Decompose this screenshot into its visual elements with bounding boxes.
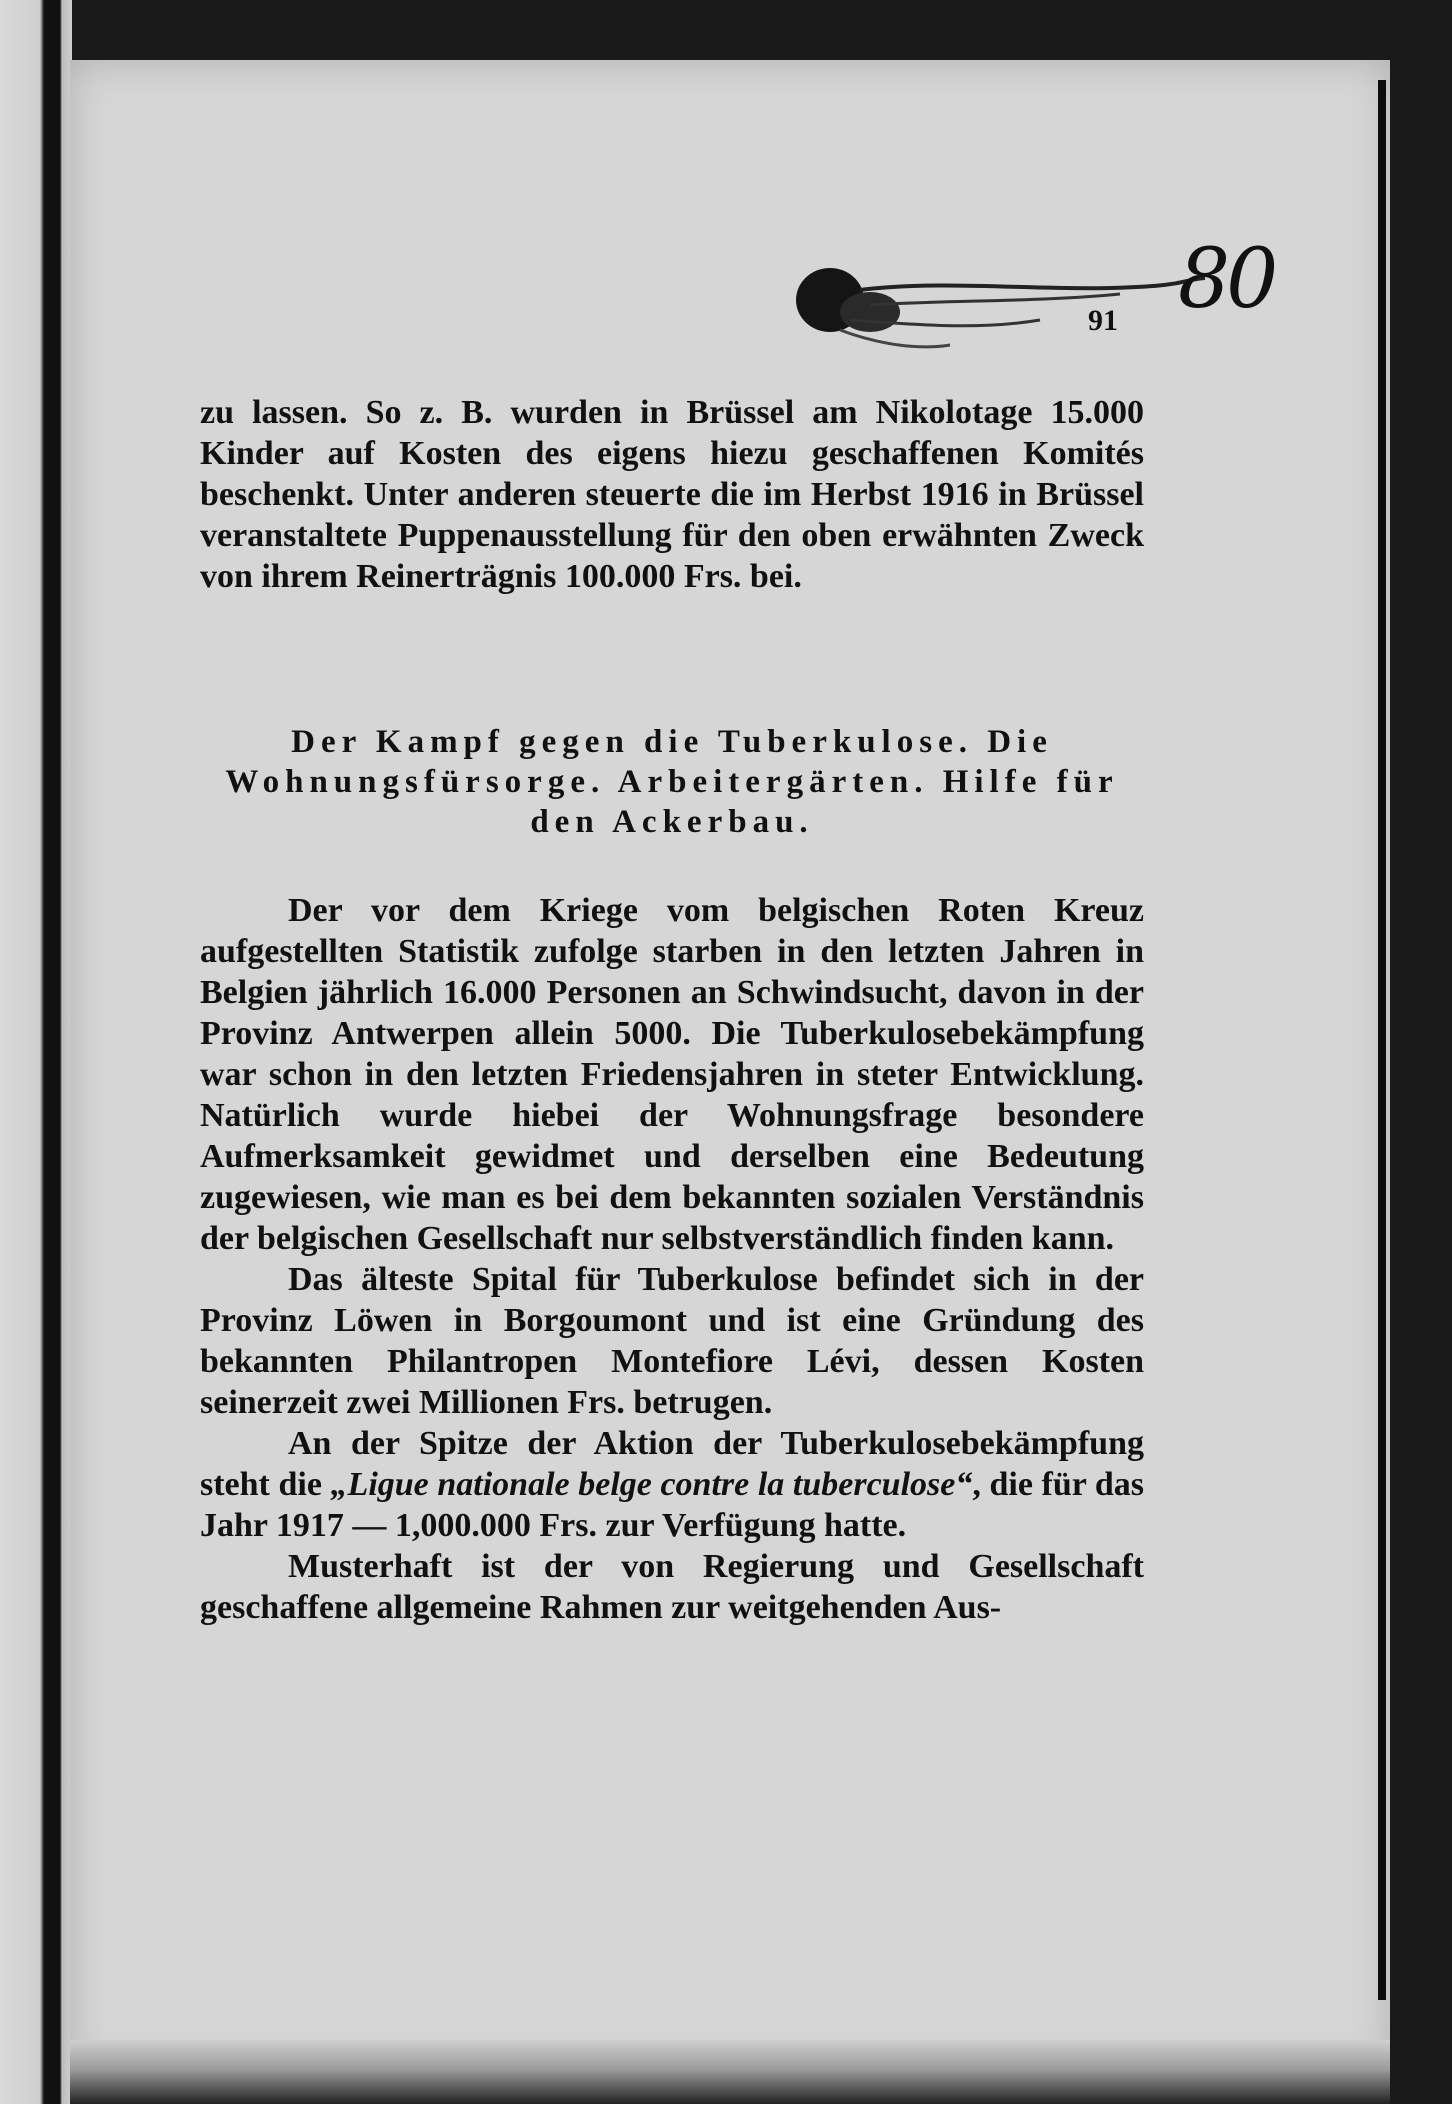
section-heading-line-3: den Ackerbau. [530,804,814,840]
page-bottom-edge [70,2040,1390,2104]
league-name-italic: „Ligue nationale belge contre la tuberculose“ [330,1466,973,1503]
body-paragraph-3-end: , die für das Jahr 1917 — 1,000.000 Frs. zur Verfügung hatte. [200,1466,1144,1544]
body-paragraph-3-start: An der Spitze der Aktion der Tuberkulosebekämpfung steht die [200,1425,1144,1503]
body-paragraph-3 [200,1423,1144,1546]
book-spine-edge [0,0,72,2104]
body-paragraph-2: Das älteste Spital für Tuberkulose befindet sich in der Provinz Löwen in Borgoumont und ist eine Gründung des bekannten Philantropen Montefiore Lévi, dessen Kosten seinerzeit zwei Millionen Frs. betrugen. [200,1261,1144,1421]
intro-paragraph-block [200,392,1144,597]
intro-paragraph: zu lassen. So z. B. wurden in Brüssel am Nikolotage 15.000 Kinder auf Kosten des eigens hiezu geschaffenen Komités beschenkt. Unter anderen steuerte die im Herbst 1916 in Brüssel veranstaltete Puppenausstellung für den oben erwähnten Zweck von ihrem Reinerträgnis 100.000 Frs. bei. [200,394,1144,595]
section-body [200,890,1144,1628]
page-number: 91 [1088,304,1118,337]
section-heading-line-2: Wohnungsfürsorge. Arbeitergärten. Hilfe für [225,764,1119,800]
ink-blot-mark [780,250,1210,370]
body-paragraph-1: Der vor dem Kriege vom belgischen Roten Kreuz aufgestellten Statistik zufolge starben in den letzten Jahren in Belgien jährlich 16.000 Personen an Schwindsucht, davon in der Provinz Antwerpen allein 5000. Die Tuberkulosebekämpfung war schon in den letzten Friedensjahren in steter Entwicklung. Natürlich wurde hiebei der Wohnungsfrage besondere Aufmerksamkeit gewidmet und derselben eine Bedeutung zugewiesen, wie man es bei dem bekannten sozialen Verständnis der belgischen Gesellschaft nur selbstverständlich finden kann. [200,892,1144,1257]
section-heading [200,722,1144,842]
section-heading-line-1: Der Kampf gegen die Tuberkulose. Die [291,724,1053,760]
body-paragraph-4: Musterhaft ist der von Regierung und Gesellschaft geschaffene allgemeine Rahmen zur weitgehenden Aus- [200,1548,1144,1626]
page-right-edge [1378,80,1386,2000]
handwritten-page-mark: 80 [1178,232,1275,327]
